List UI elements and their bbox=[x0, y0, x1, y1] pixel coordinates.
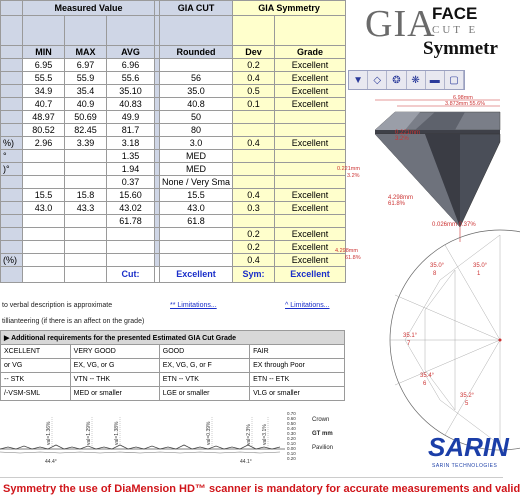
row-label bbox=[1, 111, 23, 124]
avg-cell bbox=[107, 254, 155, 267]
peak-label: val=1.38% bbox=[114, 421, 120, 445]
cut-cell: /-VSM-SML bbox=[1, 387, 71, 401]
svg-text:0.20: 0.20 bbox=[287, 436, 296, 441]
approx-note: to verbal description is approximate bbox=[2, 302, 113, 309]
view-toolbar bbox=[348, 70, 465, 90]
min-cell bbox=[23, 254, 65, 267]
diamond-view-icon[interactable]: ◇ bbox=[368, 71, 387, 89]
svg-text:0.00: 0.00 bbox=[287, 446, 296, 451]
cut-requirements-title: ▶ Additional requirements for the presented Estimated GIA Cut Grade bbox=[1, 331, 345, 345]
cut-cell: or VG bbox=[1, 359, 71, 373]
limitations-link-2[interactable]: ^ Limitations... bbox=[285, 302, 330, 309]
measurement-row bbox=[1, 254, 346, 267]
top-view-icon[interactable]: ❋ bbox=[407, 71, 426, 89]
svg-text:0.30: 0.30 bbox=[287, 431, 296, 436]
avg-cell: 1.94 bbox=[107, 163, 155, 176]
peak-label: val=2.3% bbox=[246, 424, 252, 445]
measured-value-header: Measured Value bbox=[23, 1, 155, 16]
min-cell: 43.0 bbox=[23, 202, 65, 215]
measurement-row bbox=[1, 124, 346, 137]
measurement-row bbox=[1, 202, 346, 215]
row-label: (%) bbox=[1, 254, 23, 267]
measurement-row bbox=[1, 215, 346, 228]
svg-text:35.2°: 35.2° bbox=[460, 393, 475, 399]
table-label: 3.873mm 55.6% bbox=[445, 101, 486, 107]
culet-label: 0.026mm 0.37% bbox=[432, 222, 476, 228]
rounded-cell: 40.8 bbox=[160, 98, 233, 111]
measurement-row bbox=[1, 111, 346, 124]
grade-cell: Excellent bbox=[275, 85, 346, 98]
cut-cell: EX, VG, or G bbox=[70, 359, 159, 373]
dev-cell: 0.2 bbox=[233, 228, 275, 241]
diamond-profile-view bbox=[335, 92, 500, 261]
rounded-cell: 43.0 bbox=[160, 202, 233, 215]
cut-cell: VLG or smaller bbox=[250, 387, 345, 401]
grade-cell: Excellent bbox=[275, 254, 346, 267]
row-label: %) bbox=[1, 137, 23, 150]
svg-text:1: 1 bbox=[477, 271, 481, 277]
dev-cell: 0.3 bbox=[233, 202, 275, 215]
avg-cell: 1.35 bbox=[107, 150, 155, 163]
row-label bbox=[1, 176, 23, 189]
wireframe-icon[interactable]: ▢ bbox=[445, 71, 464, 89]
grade-cell: Excellent bbox=[275, 189, 346, 202]
grade-cell: Excellent bbox=[275, 59, 346, 72]
grade-cell: Excellent bbox=[275, 202, 346, 215]
diamond-top-view bbox=[385, 255, 500, 430]
max-cell bbox=[65, 176, 107, 189]
scale-labels bbox=[287, 411, 296, 461]
max-cell bbox=[65, 228, 107, 241]
svg-text:0.70: 0.70 bbox=[287, 411, 296, 416]
avg-cell: 61.78 bbox=[107, 215, 155, 228]
cut-col-good: GOOD bbox=[159, 345, 249, 359]
avg-cell bbox=[107, 228, 155, 241]
cut-estimator-tag: CUT E bbox=[432, 24, 479, 36]
row-label bbox=[1, 124, 23, 137]
grade-cell bbox=[275, 176, 346, 189]
svg-text:35.1°: 35.1° bbox=[403, 333, 418, 339]
flat-view-icon[interactable]: ▬ bbox=[426, 71, 445, 89]
avg-header: AVG bbox=[107, 46, 155, 59]
grade-cell bbox=[275, 111, 346, 124]
grade-cell: Excellent bbox=[275, 72, 346, 85]
avg-cell: 15.60 bbox=[107, 189, 155, 202]
cut-grade-value: Excellent bbox=[160, 267, 233, 283]
depth-label: 4.298mm bbox=[335, 248, 358, 254]
max-cell: 15.8 bbox=[65, 189, 107, 202]
avg-cell: 3.18 bbox=[107, 137, 155, 150]
painting-note: tillianteering (if there is an affect on the grade) bbox=[2, 318, 145, 325]
sym-grade-value: Excellent bbox=[275, 267, 346, 283]
max-cell: 6.97 bbox=[65, 59, 107, 72]
min-cell: 80.52 bbox=[23, 124, 65, 137]
girdle-thickness-chart bbox=[0, 405, 345, 473]
svg-text:0.10: 0.10 bbox=[287, 451, 296, 456]
crown-height-text: 0.221mm 3.2% bbox=[395, 130, 421, 142]
avg-cell bbox=[107, 241, 155, 254]
depth-text: 4.298mm 61.8% bbox=[388, 195, 414, 207]
cut-col-fair: FAIR bbox=[250, 345, 345, 359]
corner-cell bbox=[1, 1, 23, 16]
row-label bbox=[1, 215, 23, 228]
cut-col-excellent: XCELLENT bbox=[1, 345, 71, 359]
avg-cell: 81.7 bbox=[107, 124, 155, 137]
rounded-cell bbox=[160, 254, 233, 267]
sarin-subtitle: SARIN TECHNOLOGIES bbox=[432, 463, 498, 469]
min-cell: 55.5 bbox=[23, 72, 65, 85]
measurement-row bbox=[1, 189, 346, 202]
cut-col-very-good: VERY GOOD bbox=[70, 345, 159, 359]
measurement-row bbox=[1, 228, 346, 241]
row-label bbox=[1, 241, 23, 254]
facetware-logo: FACE bbox=[432, 4, 478, 23]
max-cell: 82.45 bbox=[65, 124, 107, 137]
depth-pct-label: 61.8% bbox=[345, 255, 361, 261]
svg-text:35.4°: 35.4° bbox=[420, 373, 435, 379]
grade-header: Grade bbox=[275, 46, 346, 59]
gia-logo: GIA bbox=[365, 3, 436, 45]
max-cell: 40.9 bbox=[65, 98, 107, 111]
cut-cell: LGE or smaller bbox=[159, 387, 249, 401]
legend-gt: GT mm bbox=[312, 431, 333, 437]
measurement-row bbox=[1, 150, 346, 163]
angle-label: 44.1° bbox=[240, 459, 252, 465]
min-header: MIN bbox=[23, 46, 65, 59]
cut-cell: ETN -- VTK bbox=[159, 373, 249, 387]
measurement-row bbox=[1, 59, 346, 72]
dev-header: Dev bbox=[233, 46, 275, 59]
min-cell bbox=[23, 176, 65, 189]
min-cell bbox=[23, 150, 65, 163]
peak-label: val=1.36% bbox=[46, 421, 52, 445]
max-cell: 55.9 bbox=[65, 72, 107, 85]
rounded-cell: 61.8 bbox=[160, 215, 233, 228]
measurement-row bbox=[1, 176, 346, 189]
dev-cell: 0.2 bbox=[233, 241, 275, 254]
max-cell: 43.3 bbox=[65, 202, 107, 215]
rounded-cell bbox=[160, 59, 233, 72]
max-cell: 50.69 bbox=[65, 111, 107, 124]
rounded-cell bbox=[160, 228, 233, 241]
grade-cell: Excellent bbox=[275, 98, 346, 111]
min-cell bbox=[23, 163, 65, 176]
sarin-logo: SARIN bbox=[428, 432, 509, 462]
rounded-header: Rounded bbox=[160, 46, 233, 59]
dev-cell bbox=[233, 163, 275, 176]
measurement-row bbox=[1, 72, 346, 85]
svg-text:8: 8 bbox=[433, 271, 437, 277]
max-cell bbox=[65, 150, 107, 163]
cut-cell: -- STK bbox=[1, 373, 71, 387]
peak-label: val=0.39% bbox=[206, 421, 212, 445]
cut-requirements-table bbox=[0, 330, 345, 401]
measurement-row bbox=[1, 98, 346, 111]
arrow-icon: ▶ bbox=[4, 334, 12, 342]
rounded-cell: 56 bbox=[160, 72, 233, 85]
row-label bbox=[1, 189, 23, 202]
rounded-cell: 35.0 bbox=[160, 85, 233, 98]
measurement-row bbox=[1, 137, 346, 150]
min-cell: 40.7 bbox=[23, 98, 65, 111]
gia-symmetry-header: GIA Symmetry bbox=[233, 1, 346, 16]
svg-text:0.40: 0.40 bbox=[287, 426, 296, 431]
warning-banner: Symmetry the use of DiaMension HD™ scanner is mandatory for accurate measurements and valid bbox=[0, 477, 503, 501]
rounded-cell: MED bbox=[160, 163, 233, 176]
cut-cell: ETN -- ETK bbox=[250, 373, 345, 387]
rounded-cell: MED bbox=[160, 150, 233, 163]
svg-text:0.50: 0.50 bbox=[287, 421, 296, 426]
avg-cell: 49.9 bbox=[107, 111, 155, 124]
svg-text:0.20: 0.20 bbox=[287, 456, 296, 461]
dev-cell bbox=[233, 215, 275, 228]
measurement-row bbox=[1, 85, 346, 98]
svg-text:0.60: 0.60 bbox=[287, 416, 296, 421]
cut-cell: EX through Poor bbox=[250, 359, 345, 373]
legend-pavilion: Pavilion bbox=[312, 445, 334, 451]
avg-cell: 0.37 bbox=[107, 176, 155, 189]
dev-cell: 0.4 bbox=[233, 72, 275, 85]
max-cell bbox=[65, 163, 107, 176]
row-label bbox=[1, 202, 23, 215]
min-cell: 6.95 bbox=[23, 59, 65, 72]
avg-cell: 43.02 bbox=[107, 202, 155, 215]
cut-cell: VTN -- THK bbox=[70, 373, 159, 387]
dev-cell: 0.1 bbox=[233, 98, 275, 111]
min-cell bbox=[23, 228, 65, 241]
grade-cell bbox=[275, 150, 346, 163]
grade-cell: Excellent bbox=[275, 241, 346, 254]
rounded-cell: 3.0 bbox=[160, 137, 233, 150]
angle-label: 44.4° bbox=[45, 459, 57, 465]
peak-label: val=3.1% bbox=[262, 424, 268, 445]
facet-angle-labels bbox=[403, 263, 488, 407]
svg-text:0.10: 0.10 bbox=[287, 441, 296, 446]
limitations-link-1[interactable]: ** Limitations... bbox=[170, 302, 217, 309]
cut-label: Cut: bbox=[107, 267, 155, 283]
pavilion-view-icon[interactable]: ▼ bbox=[349, 71, 368, 89]
row-label bbox=[1, 59, 23, 72]
svg-text:6: 6 bbox=[423, 381, 427, 387]
dev-cell: 0.2 bbox=[233, 59, 275, 72]
symmetry-title: Symmetr bbox=[423, 38, 498, 59]
dev-cell bbox=[233, 124, 275, 137]
row-label bbox=[1, 228, 23, 241]
min-cell: 15.5 bbox=[23, 189, 65, 202]
dev-cell: 0.4 bbox=[233, 189, 275, 202]
avg-cell: 40.83 bbox=[107, 98, 155, 111]
rounded-cell bbox=[160, 241, 233, 254]
peak-label: val=1.29% bbox=[86, 421, 92, 445]
grade-cell bbox=[275, 215, 346, 228]
max-header: MAX bbox=[65, 46, 107, 59]
dev-cell bbox=[233, 111, 275, 124]
dev-cell: 0.5 bbox=[233, 85, 275, 98]
rounded-cell: 50 bbox=[160, 111, 233, 124]
row-label: ° bbox=[1, 150, 23, 163]
grade-cell: Excellent bbox=[275, 228, 346, 241]
rounded-cell: 80 bbox=[160, 124, 233, 137]
row-label bbox=[1, 72, 23, 85]
cut-cell: MED or smaller bbox=[70, 387, 159, 401]
rounded-cell: None / Very Sma bbox=[160, 176, 233, 189]
grade-cell bbox=[275, 124, 346, 137]
min-cell: 2.96 bbox=[23, 137, 65, 150]
dev-cell: 0.4 bbox=[233, 137, 275, 150]
sym-label: Sym: bbox=[233, 267, 275, 283]
max-cell: 3.39 bbox=[65, 137, 107, 150]
crown-view-icon[interactable]: ❂ bbox=[387, 71, 406, 89]
row-label: )° bbox=[1, 163, 23, 176]
row-label bbox=[1, 85, 23, 98]
dev-cell bbox=[233, 176, 275, 189]
avg-cell: 35.10 bbox=[107, 85, 155, 98]
max-cell: 35.4 bbox=[65, 85, 107, 98]
svg-text:35.0°: 35.0° bbox=[430, 263, 445, 269]
row-label bbox=[1, 98, 23, 111]
min-cell: 34.9 bbox=[23, 85, 65, 98]
width-label: 6.98mm bbox=[453, 95, 473, 101]
measurement-row bbox=[1, 241, 346, 254]
legend-crown: Crown bbox=[312, 417, 330, 423]
dev-cell bbox=[233, 150, 275, 163]
grade-cell: Excellent bbox=[275, 137, 346, 150]
svg-text:5: 5 bbox=[465, 401, 469, 407]
crown-pct-label: 3.2% bbox=[347, 173, 360, 179]
max-cell bbox=[65, 254, 107, 267]
min-cell bbox=[23, 215, 65, 228]
dev-cell: 0.4 bbox=[233, 254, 275, 267]
measurements-table bbox=[0, 0, 346, 283]
measurement-row bbox=[1, 163, 346, 176]
max-cell bbox=[65, 215, 107, 228]
min-cell bbox=[23, 241, 65, 254]
avg-cell: 6.96 bbox=[107, 59, 155, 72]
max-cell bbox=[65, 241, 107, 254]
crown-height-label: 0.221mm bbox=[337, 166, 360, 172]
cut-cell: EX, VG, G, or F bbox=[159, 359, 249, 373]
svg-text:35.0°: 35.0° bbox=[473, 263, 488, 269]
avg-cell: 55.6 bbox=[107, 72, 155, 85]
rounded-cell: 15.5 bbox=[160, 189, 233, 202]
min-cell: 48.97 bbox=[23, 111, 65, 124]
gia-cut-header: GIA CUT bbox=[160, 1, 233, 16]
grade-cell bbox=[275, 163, 346, 176]
svg-text:7: 7 bbox=[407, 341, 411, 347]
